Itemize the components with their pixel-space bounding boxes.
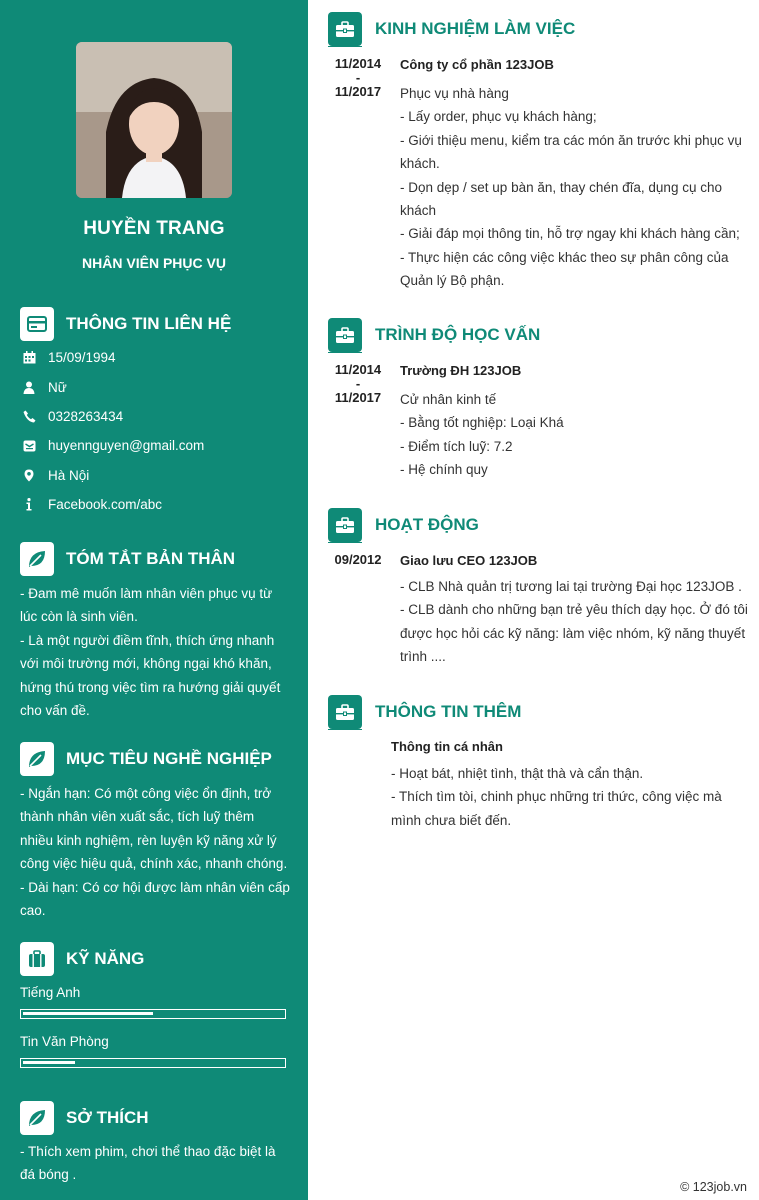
skill-fill bbox=[23, 1012, 153, 1015]
activities-line: trình .... bbox=[400, 649, 446, 665]
contact-birthday-text: 15/09/1994 bbox=[48, 350, 116, 366]
goals-line: nhiều kinh nghiệm, rèn luyện kỹ năng xử lý bbox=[20, 832, 277, 848]
profile-name: HUYỀN TRANG bbox=[83, 218, 225, 239]
info-icon bbox=[20, 497, 38, 513]
goals-heading-text: MỤC TIÊU NGHỀ NGHIỆP bbox=[66, 749, 272, 768]
education-details bbox=[400, 388, 748, 482]
contact-item-gender bbox=[20, 372, 300, 401]
contact-gender-text: Nữ bbox=[48, 379, 67, 395]
briefcase-icon bbox=[328, 695, 362, 729]
education-line: - Điểm tích luỹ: 7.2 bbox=[400, 438, 513, 454]
goals-line: thành nhân viên xuất sắc, tích luỹ thêm bbox=[20, 809, 255, 825]
education-line: Cử nhân kinh tế bbox=[400, 392, 497, 407]
extra-divider bbox=[328, 729, 362, 730]
calendar-icon bbox=[20, 350, 38, 366]
experience-line: Quản lý Bộ phận. bbox=[400, 273, 505, 289]
summary-heading-text: TÓM TẮT BẢN THÂN bbox=[66, 549, 236, 568]
education-date-sep: - bbox=[355, 376, 361, 391]
contact-facebook-text[interactable]: Facebook.com/abc bbox=[48, 497, 163, 513]
experience-details bbox=[400, 82, 748, 293]
education-heading bbox=[328, 318, 540, 352]
activities-heading bbox=[328, 508, 479, 542]
education-date bbox=[328, 363, 388, 405]
experience-line: - Lấy order, phục vụ khách hàng; bbox=[400, 109, 597, 125]
summary-line: - Là một người điềm tĩnh, thích ứng nhanh bbox=[20, 632, 275, 648]
contact-item-address bbox=[20, 461, 300, 490]
summary-line: - Đam mê muốn làm nhân viên phục vụ từ bbox=[20, 586, 273, 601]
sidebar bbox=[0, 0, 308, 1200]
experience-line: khách bbox=[400, 203, 437, 219]
hobbies-heading bbox=[20, 1101, 149, 1135]
contact-address-text: Hà Nội bbox=[48, 467, 90, 483]
education-date-end: 11/2017 bbox=[334, 390, 382, 405]
hobbies-line: đá bóng . bbox=[20, 1167, 77, 1183]
id-card-icon bbox=[20, 307, 54, 341]
goals-text bbox=[20, 782, 292, 922]
activities-heading-text: HOẠT ĐỘNG bbox=[375, 515, 479, 534]
contact-list bbox=[20, 343, 300, 519]
email-icon bbox=[20, 438, 38, 454]
extra-heading bbox=[328, 695, 521, 729]
experience-line: khách. bbox=[400, 156, 440, 172]
activities-date bbox=[328, 553, 388, 567]
skills-heading bbox=[20, 942, 144, 976]
hobbies-line: - Thích xem phim, chơi thể thao đặc biệt là bbox=[20, 1144, 276, 1159]
skill-bar-english bbox=[20, 1009, 286, 1019]
experience-line: - Dọn dẹp / set up bàn ăn, thay chén đĩa, dụng cụ cho bbox=[400, 179, 722, 195]
extra-subheading: Thông tin cá nhân bbox=[391, 739, 503, 754]
contact-heading bbox=[20, 307, 231, 341]
activities-org: Giao lưu CEO 123JOB bbox=[400, 553, 538, 568]
experience-line: - Thực hiện các công việc khác theo sự phân công của bbox=[400, 249, 729, 265]
briefcase-icon bbox=[328, 12, 362, 46]
education-line: - Hệ chính quy bbox=[400, 462, 488, 478]
experience-date-start: 11/2014 bbox=[334, 56, 382, 71]
skill-bar-office bbox=[20, 1058, 286, 1068]
education-line: - Bằng tốt nghiệp: Loại Khá bbox=[400, 415, 564, 431]
briefcase-icon bbox=[328, 508, 362, 542]
summary-text bbox=[20, 582, 292, 722]
contact-item-email[interactable] bbox=[20, 431, 300, 460]
education-org: Trường ĐH 123JOB bbox=[400, 363, 522, 378]
leaf-icon bbox=[20, 742, 54, 776]
person-icon bbox=[20, 379, 38, 395]
contact-item-birthday bbox=[20, 343, 300, 372]
activities-divider bbox=[328, 542, 362, 543]
experience-date-end: 11/2017 bbox=[334, 84, 382, 99]
extra-heading-text: THÔNG TIN THÊM bbox=[375, 702, 522, 721]
leaf-icon bbox=[20, 542, 54, 576]
skill-fill bbox=[23, 1061, 75, 1064]
experience-line: - Giới thiệu menu, kiểm tra các món ăn trước khi phục vụ bbox=[400, 132, 742, 148]
briefcase-icon bbox=[328, 318, 362, 352]
extra-line: mình chưa biết đến. bbox=[391, 812, 512, 828]
extra-details bbox=[391, 762, 739, 832]
summary-heading bbox=[20, 542, 235, 576]
activities-details bbox=[400, 575, 748, 669]
briefcase-icon bbox=[20, 942, 54, 976]
education-heading-text: TRÌNH ĐỘ HỌC VẤN bbox=[375, 325, 541, 344]
hobbies-text bbox=[20, 1140, 292, 1187]
education-divider bbox=[328, 352, 362, 353]
phone-icon bbox=[20, 408, 38, 424]
extra-line: - Hoạt bát, nhiệt tình, thật thà và cẩn thận. bbox=[391, 766, 644, 781]
experience-org: Công ty cổ phần 123JOB bbox=[400, 57, 554, 72]
goals-line: - Ngắn hạn: Có một công việc ổn định, trở bbox=[20, 786, 272, 801]
summary-line: hứng thú trong việc tìm ra hướng giải quyết bbox=[20, 679, 281, 695]
skills-heading-text: KỸ NĂNG bbox=[66, 949, 145, 968]
summary-line: cho vấn đề. bbox=[20, 703, 90, 719]
skill-label-office: Tin Văn Phòng bbox=[20, 1034, 109, 1049]
experience-date bbox=[328, 57, 388, 99]
activities-date-text: 09/2012 bbox=[334, 552, 382, 567]
footer-credit[interactable]: © 123job.vn bbox=[680, 1180, 747, 1194]
goals-line: - Dài hạn: Có cơ hội được làm nhân viên cấp bbox=[20, 879, 290, 895]
experience-divider bbox=[328, 46, 362, 47]
experience-date-sep: - bbox=[355, 70, 361, 85]
experience-line: - Giải đáp mọi thông tin, hỗ trợ ngay khi khách hàng cần; bbox=[400, 226, 740, 242]
activities-line: được học hỏi các kỹ năng: làm việc nhóm, kỹ năng thuyết bbox=[400, 625, 746, 641]
location-icon bbox=[20, 467, 38, 483]
goals-line: cao. bbox=[20, 903, 46, 919]
goals-line: công việc hiệu quả, chính xác, nhanh chóng. bbox=[20, 856, 288, 872]
profile-photo bbox=[76, 42, 232, 198]
activities-line: - CLB Nhà quản trị tương lai tại trường Đại học 123JOB . bbox=[400, 579, 742, 594]
contact-phone-text: 0328263434 bbox=[48, 408, 124, 424]
goals-heading bbox=[20, 742, 272, 776]
education-date-start: 11/2014 bbox=[334, 362, 382, 377]
hobbies-heading-text: SỞ THÍCH bbox=[66, 1108, 149, 1127]
experience-heading bbox=[328, 12, 575, 46]
contact-email-text[interactable]: huyennguyen@gmail.com bbox=[48, 438, 205, 454]
summary-line: lúc còn là sinh viên. bbox=[20, 609, 138, 625]
contact-item-phone bbox=[20, 402, 300, 431]
summary-line: với môi trường mới, không ngại khó khăn, bbox=[20, 656, 272, 672]
activities-line: - CLB dành cho những bạn trẻ yêu thích dạy học. Ở đó tôi bbox=[400, 602, 748, 618]
skill-label-english: Tiếng Anh bbox=[20, 985, 81, 1000]
experience-line: Phục vụ nhà hàng bbox=[400, 86, 509, 101]
experience-heading-text: KINH NGHIỆM LÀM VIỆC bbox=[375, 19, 576, 38]
leaf-icon bbox=[20, 1101, 54, 1135]
extra-line: - Thích tìm tòi, chinh phục những tri thức, công việc mà bbox=[391, 789, 722, 805]
profile-title: NHÂN VIÊN PHỤC VỤ bbox=[82, 255, 226, 271]
contact-item-facebook[interactable] bbox=[20, 490, 300, 519]
contact-heading-text: THÔNG TIN LIÊN HỆ bbox=[66, 314, 232, 333]
